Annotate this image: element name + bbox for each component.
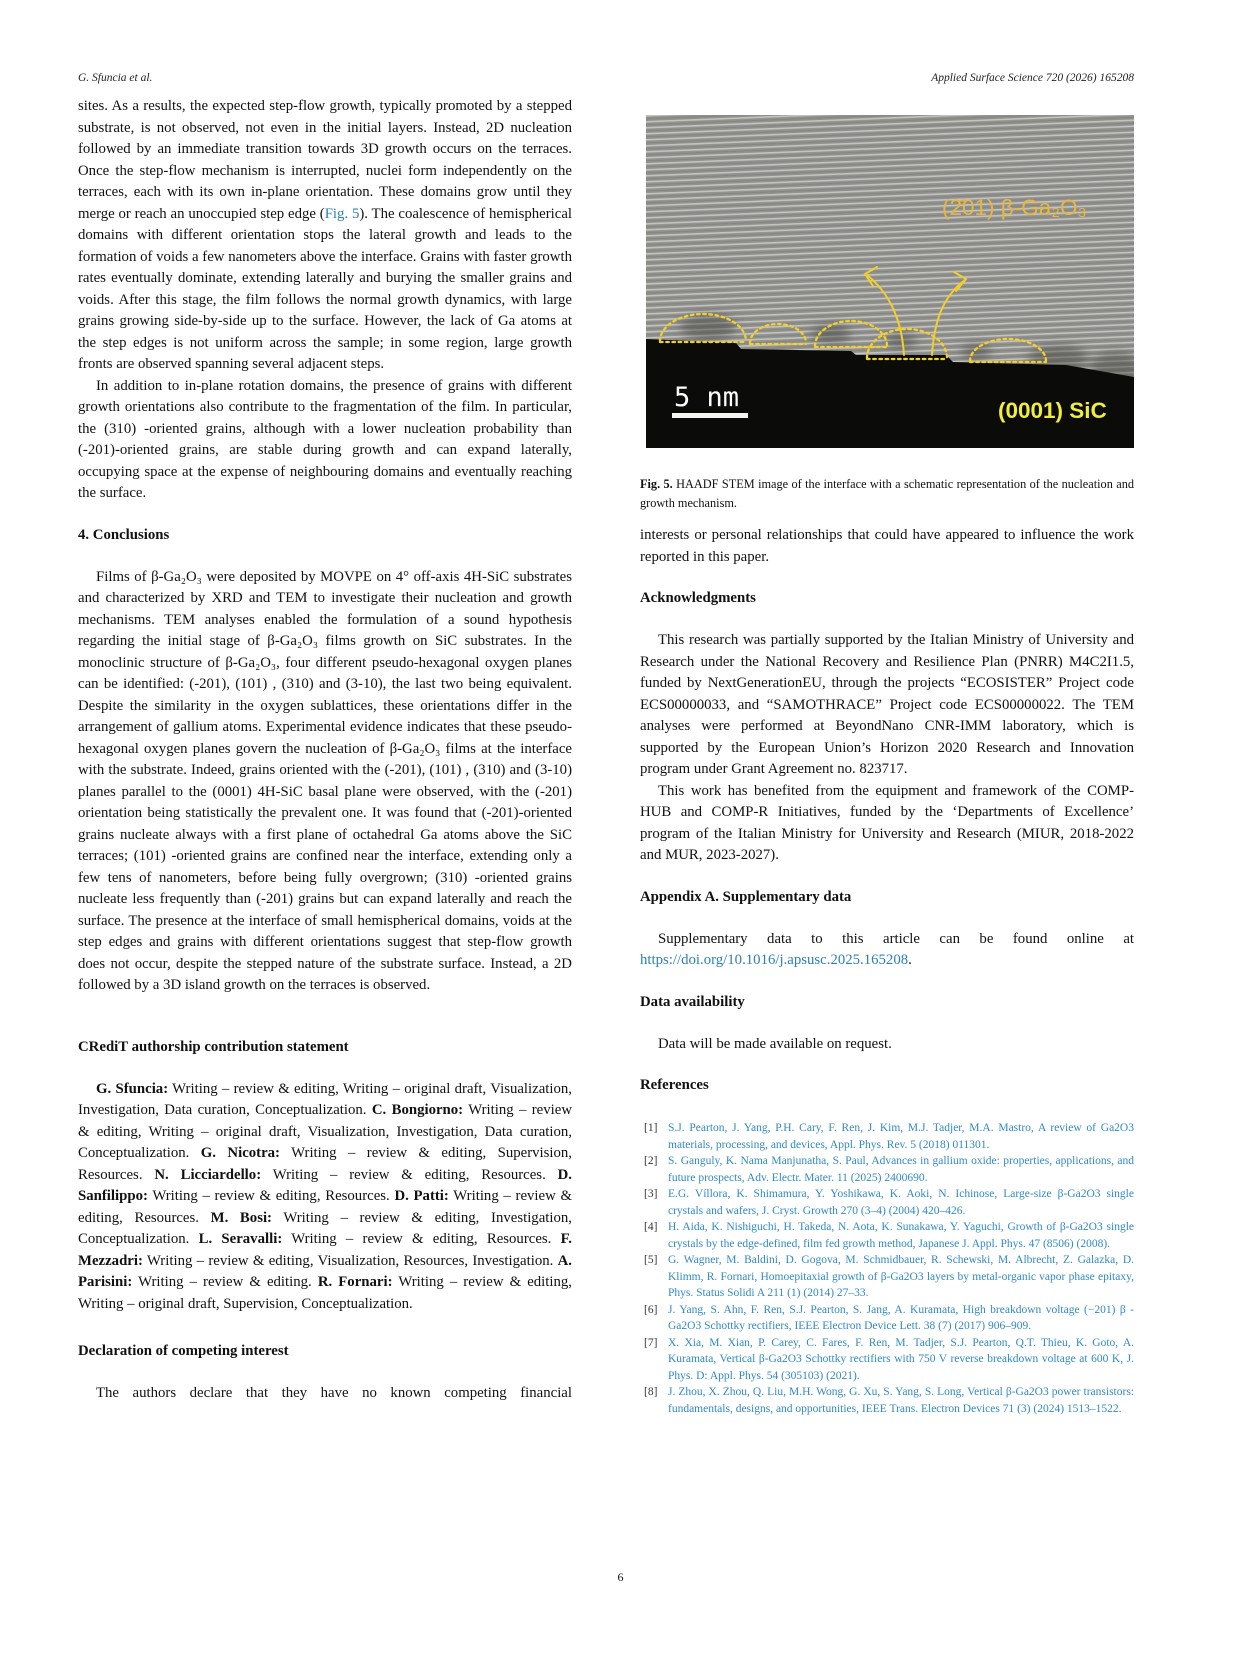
reference-item[interactable] [640,1219,1134,1252]
reference-number: [5] [644,1254,658,1267]
reference-item[interactable] [640,1120,1134,1153]
paragraph-text: Supplementary data to this article can be found online at [658,930,1134,947]
left-column [78,96,572,1405]
section-heading-references: References [640,1077,709,1094]
reference-text[interactable]: J. Yang, S. Ahn, F. Ren, S.J. Pearton, S. Jang, A. Kuramata, High breakdown voltage (−201) β -Ga2O3 Schottky rectifiers, IEEE Electron Device Lett. 38 (7) (2017) 906–909. [668,1303,1134,1333]
body-paragraph [640,929,1134,972]
figure-caption-text: HAADF STEM image of the interface with a schematic representation of the nucleation and growth mechanism. [640,477,1134,510]
reference-text[interactable]: J. Zhou, X. Zhou, Q. Liu, M.H. Wong, G. Xu, S. Yang, S. Long, Vertical β-Ga2O3 power transistors: fundamentals, designs, and opportunities, IEEE Trans. Electron Devices 71 (3) (2024) 1513–1522. [668,1386,1134,1415]
body-paragraph [78,96,572,376]
body-paragraph: This work has benefited from the equipment and framework of the COMP-HUB and COMP-R Initiatives, funded by the ‘Departments of Excellence’ program of the Italian Ministry for University and Research (MIUR, 2018-2022 and MUR, 2023-2027). [640,782,1134,864]
section-heading-acknowledgments: Acknowledgments [640,590,756,607]
fig5-link[interactable]: Fig. 5 [324,205,360,222]
reference-number: [2] [644,1155,658,1168]
page-number: 6 [617,1570,624,1584]
section-heading-conclusions: 4. Conclusions [78,526,170,543]
paragraph-text: sites. As a results, the expected step-flow growth, typically promoted by a stepped substrate, is not observed, not even in the initial layers. Instead, 2D nucleation followed by an immediate transition towards 3D growth occurs on the terraces. Once the step-flow mechanism is interrupted, nuclei form independently on the terraces, each with its own in-plane orientation. These domains grow until they merge or reach an unoccupied step edge ( [78,98,572,222]
scale-bar [672,413,748,418]
paragraph-text: ). The coalescence of hemispherical domains with different orientation stops the lateral growth and leads to the formation of voids a few nanometers above the interface. Grains with faster growth rates eventually dominate, extending laterally and burying the smaller grains and voids. After this stage, the film follows the normal growth dynamics, with large grains growing side-by-side up to the surface. However, the lack of Ga atoms at the step edges is not uniform across the sample; in some region, large growth fronts are observed spanning several adjacent steps. [78,205,572,372]
stem-figure [646,115,1134,448]
body-paragraph: The authors declare that they have no known competing financial [96,1385,572,1401]
scale-bar-label: 5 nm [674,382,740,413]
reference-number: [3] [644,1188,658,1201]
reference-text[interactable]: S.J. Pearton, J. Yang, P.H. Cary, F. Ren, J. Kim, M.J. Tadjer, M.A. Mastro, A review of Ga2O3 materials, processing, and devices, Appl. Phys. Rev. 5 (2018) 011301. [668,1122,1134,1151]
reference-item[interactable] [640,1335,1134,1385]
body-paragraph: In addition to in-plane rotation domains, the presence of grains with different growth orientations also contribute to the fragmentation of the film. In particular, the (310) -oriented grains, although with a lower nucleation probability than (-201)-oriented grains, are stable during growth and can expand laterally, occupying space at the expense of neighbouring domains and eventually reaching the surface. [78,377,572,501]
figure-caption [640,475,1134,513]
body-paragraph: Films of β-Ga₂O₃ were deposited by MOVPE on 4° off-axis 4H-SiC substrates and characterized by XRD and TEM to investigate their nucleation and growth mechanisms. TEM analyses enabled the formulation of a sound hypothesis regarding the initial stage of β-Ga₂O₃ films growth on SiC substrates. In the monoclinic structure of β-Ga₂O₃, four different pseudo-hexagonal oxygen planes can be identified: (-201), (101) , (310) and (3-10), the last two being equivalent. Despite the similarity in the oxygen sublattices, these orientations differ in the arrangement of gallium atoms. Experimental evidence indicates that these pseudo-hexagonal oxygen planes govern the nucleation of β-Ga₂O₃ films at the interface with the substrate. Indeed, grains oriented with the (-201), (101) , (310) and (3-10) planes parallel to the (0001) 4H-SiC basal plane were observed, with the (-201) orientation being statistically the prevalent one. It was found that (-201)-oriented grains nucleate always with a first plane of octahedral Ga atoms above the SiC terraces; (101) -oriented grains are confined near the interface, extending only a few tens of nanometers, before being fully overgrown; (310) -oriented grains nucleate less frequently than (-201) grains but can expand laterally and reach the surface. The presence at the interface of small hemispherical domains, voids at the step edges and grains with different orientations suggest that step-flow growth does not occur, despite the stepped nature of the substrate surface. Instead, a 2D followed by a 3D island growth on the terraces is observed. [78,568,572,993]
reference-text[interactable]: X. Xia, M. Xian, P. Carey, C. Fares, F. Ren, M. Tadjer, S.J. Pearton, Q.T. Thieu, K. Goto, A. Kuramata, Vertical β-Ga2O3 Schottky rectifiers with 750 V reverse breakdown voltage at 600 K, J. Phys. D: Appl. Phys. 54 (305103) (2021). [668,1336,1134,1382]
section-heading-declaration: Declaration of competing interest [78,1343,289,1359]
paragraph-text: . [908,952,912,969]
doi-link[interactable]: https://doi.org/10.1016/j.apsusc.2025.165208 [640,952,909,969]
reference-text[interactable]: G. Wagner, M. Baldini, D. Gogova, M. Schmidbauer, R. Schewski, M. Albrecht, Z. Galazka, D. Klimm, R. Fornari, Homoepitaxial growth of β-Ga2O3 layers by metal-organic vapor phase epitaxy, Phys. Status Solidi A 211 (1) (2014) 27–33. [668,1254,1134,1300]
figure-caption-label: Fig. 5. [640,477,673,491]
credit-paragraph: G. Sfuncia: Writing – review & editing, Writing – original draft, Visualization, Investigation, Data curation, Conceptualization. C. Bongiorno: Writing – review & editing, Writing – original draft, Visualization, Investigation, Data curation, Conceptualization. G. Nicotra: Writing – review & editing, Supervision, Resources. N. Licciardello: Writing – review & editing, Resources. D. Sanfilippo: Writing – review & editing, Resources. D. Patti: Writing – review & editing, Resources. M. Bosi: Writing – review & editing, Investigation, Conceptualization. L. Seravalli: Writing – review & editing, Resources. F. Mezzadri: Writing – review & editing, Visualization, Resources, Investigation. A. Parisini: Writing – review & editing. R. Fornari: Writing – review & editing, Writing – original draft, Supervision, Conceptualization. [78,1080,573,1312]
reference-item[interactable] [640,1384,1134,1417]
running-head-journal: Applied Surface Science 720 (2026) 165208 [931,72,1134,84]
right-column [640,96,1134,1417]
body-paragraph: Data will be made available on request. [658,1035,892,1052]
substrate-label: (0001) SiC [998,398,1107,423]
reference-text[interactable]: S. Ganguly, K. Nama Manjunatha, S. Paul, Advances in gallium oxide: properties, applications, and future prospects, Adv. Electr. Mater. 11 (2025) 2400690. [668,1155,1134,1184]
reference-item[interactable] [640,1302,1134,1335]
section-heading-credit: CRediT authorship contribution statement [78,1038,349,1055]
reference-number: [6] [644,1303,658,1316]
reference-text[interactable]: H. Aida, K. Nishiguchi, H. Takeda, N. Aota, K. Sunakawa, Y. Yaguchi, Growth of β-Ga2O3 single crystals by the edge-defined, film fed growth method, Japanese J. Appl. Phys. 47 (8506) (2008). [668,1221,1134,1250]
stem-figure-canvas [646,115,1134,448]
section-heading-appendix: Appendix A. Supplementary data [640,888,852,905]
body-paragraph: interests or personal relationships that could have appeared to influence the work reported in this paper. [640,527,1134,565]
reference-number: [7] [644,1336,658,1349]
reference-number: [1] [644,1122,658,1135]
film-orientation-label: (2̄01) β-Ga₂O₃ [942,195,1087,220]
running-head-authors: G. Sfuncia et al. [78,72,153,84]
reference-number: [8] [644,1386,658,1399]
section-heading-data-availability: Data availability [640,993,745,1010]
reference-item[interactable] [640,1252,1134,1302]
body-paragraph: This research was partially supported by the Italian Ministry of University and Research under the National Recovery and Resilience Plan (PNRR) M4C2I1.5, funded by NextGenerationEU, through the projects “ECOSISTER” Project code ECS00000033, and “SAMOTHRACE” Project code ECS00000022. The TEM analyses were performed at BeyondNano CNR-IMM laboratory, which is supported by the European Union’s Horizon 2020 Research and Innovation program under Grant Agreement no. 823717. [640,632,1134,778]
reference-item[interactable] [640,1186,1134,1219]
reference-list [640,1120,1134,1417]
reference-number: [4] [644,1221,658,1234]
reference-text[interactable]: E.G. Víllora, K. Shimamura, Y. Yoshikawa, K. Aoki, N. Ichinose, Large-size β-Ga2O3 single crystals and wafers, J. Cryst. Growth 270 (3–4) (2004) 420–426. [668,1188,1134,1217]
reference-item[interactable] [640,1153,1134,1186]
